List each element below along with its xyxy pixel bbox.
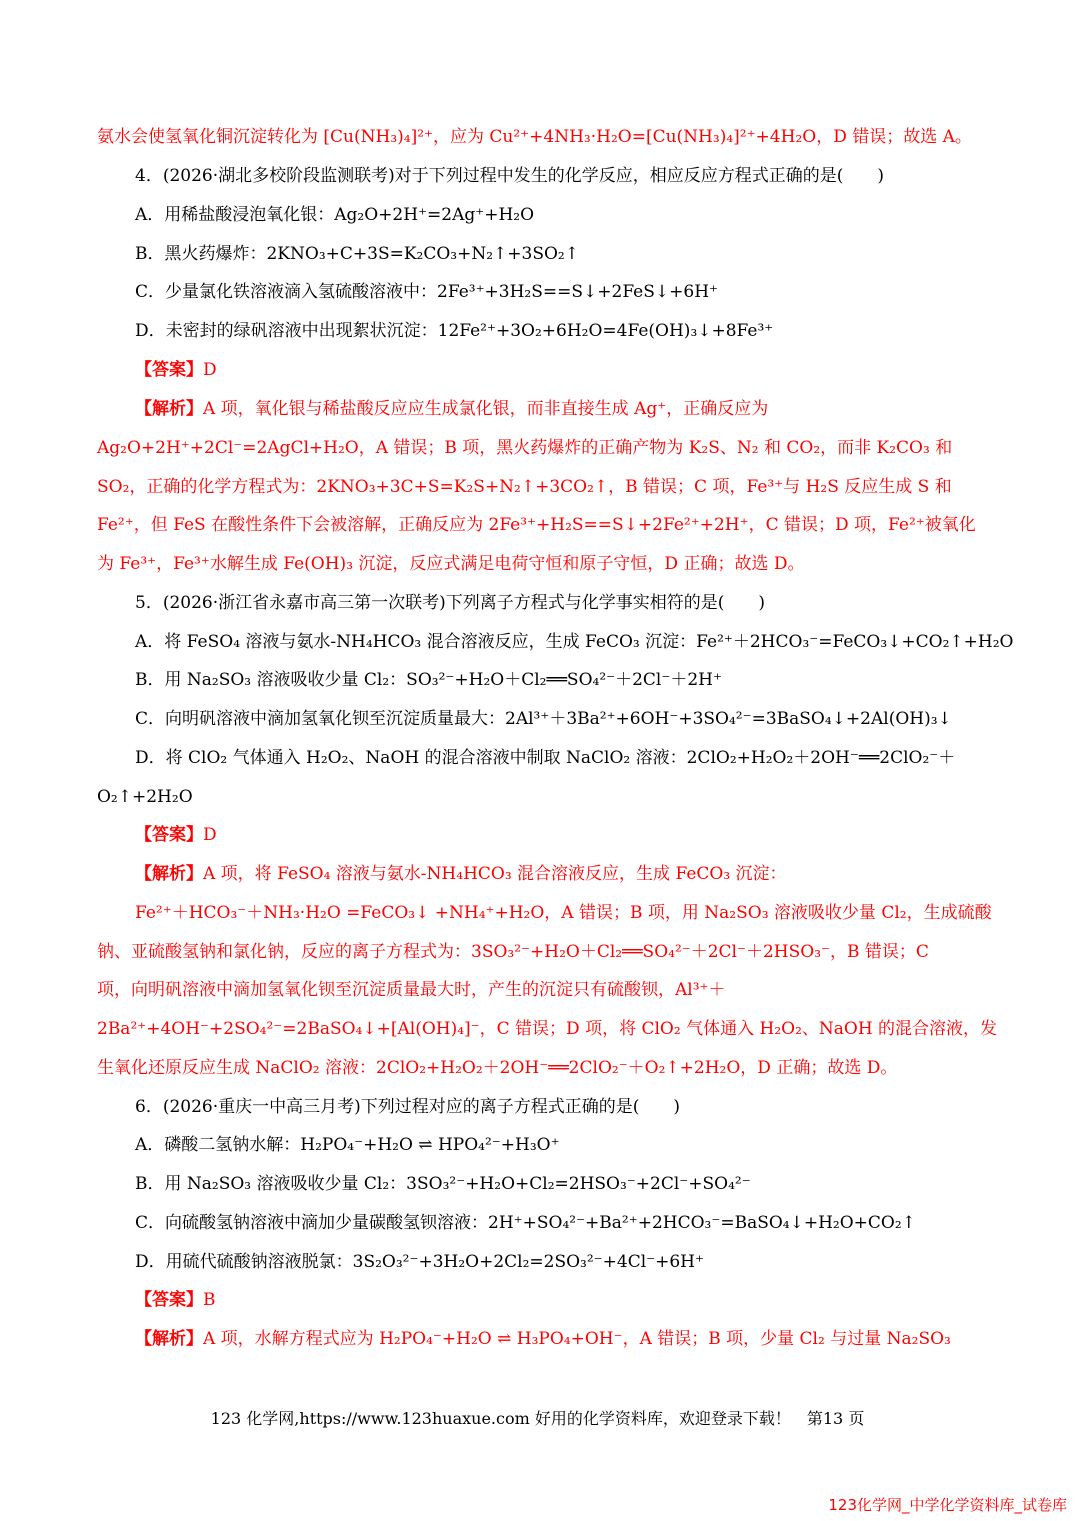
text-line bbox=[97, 126, 972, 148]
section-tag: 【解析】 bbox=[135, 399, 203, 419]
line-text: C．向明矾溶液中滴加氢氧化钡至沉淀质量最大：2Al³⁺＋3Ba²⁺+6OH⁻+3SO₄²⁻=3BaSO₄↓+2Al(OH)₃↓ bbox=[135, 709, 952, 729]
section-tag: 【解析】 bbox=[135, 864, 203, 884]
text-line bbox=[135, 1134, 560, 1156]
text-line bbox=[135, 204, 534, 226]
line-text: D bbox=[203, 360, 217, 380]
section-tag: 【解析】 bbox=[135, 1329, 203, 1349]
text-line bbox=[135, 398, 768, 420]
text-line bbox=[97, 437, 952, 459]
line-text: 5．(2026·浙江省永嘉市高三第一次联考)下列离子方程式与化学事实相符的是( ) bbox=[135, 593, 766, 613]
text-line bbox=[135, 243, 579, 265]
line-text: A．用稀盐酸浸泡氧化银：Ag₂O+2H⁺=2Ag⁺+H₂O bbox=[135, 205, 535, 225]
line-text: B．黑火药爆炸：2KNO₃+C+3S=K₂CO₃+N₂↑+3SO₂↑ bbox=[135, 244, 579, 264]
line-text: D．未密封的绿矾溶液中出现絮状沉淀：12Fe²⁺+3O₂+6H₂O=4Fe(OH)₃↓+8Fe³⁺ bbox=[135, 321, 774, 341]
text-line bbox=[135, 902, 992, 924]
text-line bbox=[97, 786, 193, 808]
page-footer: 123 化学网,https://www.123huaxue.com 好用的化学资料库，欢迎登录下载！ 第13 页 bbox=[210, 1409, 865, 1428]
line-text: B．用 Na₂SO₃ 溶液吸收少量 Cl₂：SO₃²⁻+H₂O＋Cl₂══SO₄²⁻＋2Cl⁻＋2H⁺ bbox=[135, 670, 722, 690]
watermark: 123化学网_中学化学资料库_试卷库 bbox=[828, 1496, 1067, 1514]
line-text: Fe²⁺，但 FeS 在酸性条件下会被溶解，正确反应为 2Fe³⁺+H₂S==S↓+2Fe²⁺+2H⁺，C 错误；D 项，Fe²⁺被氧化 bbox=[97, 515, 976, 535]
text-line bbox=[135, 708, 952, 730]
section-tag: 【答案】 bbox=[135, 825, 203, 845]
text-line bbox=[135, 669, 722, 691]
text-line bbox=[135, 1173, 751, 1195]
text-line bbox=[135, 631, 1013, 653]
text-line bbox=[135, 281, 718, 303]
line-text: 生氧化还原反应生成 NaClO₂ 溶液：2ClO₂+H₂O₂＋2OH⁻══2ClO₂⁻＋O₂↑+2H₂O，D 正确；故选 D。 bbox=[97, 1058, 898, 1078]
text-line bbox=[97, 1057, 897, 1079]
line-text: 2Ba²⁺+4OH⁻+2SO₄²⁻=2BaSO₄↓+[Al(OH)₄]⁻，C 错误；D 项，将 ClO₂ 气体通入 H₂O₂、NaOH 的混合溶液，发 bbox=[97, 1019, 998, 1039]
text-line bbox=[135, 824, 217, 846]
line-text: A 项，氧化银与稀盐酸反应应生成氯化银，而非直接生成 Ag⁺，正确反应为 bbox=[203, 399, 769, 419]
line-text: O₂↑+2H₂O bbox=[97, 787, 193, 807]
section-tag: 【答案】 bbox=[135, 360, 203, 380]
text-line bbox=[97, 941, 929, 963]
text-line bbox=[97, 476, 952, 498]
line-text: 为 Fe³⁺，Fe³⁺水解生成 Fe(OH)₃ 沉淀，反应式满足电荷守恒和原子守恒，D 正确；故选 D。 bbox=[97, 554, 805, 574]
text-line bbox=[135, 1328, 951, 1350]
line-text: B bbox=[203, 1290, 216, 1310]
line-text: A 项，水解方程式应为 H₂PO₄⁻+H₂O ⇌ H₃PO₄+OH⁻，A 错误；B 项，少量 Cl₂ 与过量 Na₂SO₃ bbox=[203, 1329, 951, 1349]
text-line bbox=[135, 1251, 704, 1273]
text-line bbox=[135, 359, 217, 381]
line-text: C．少量氯化铁溶液滴入氢硫酸溶液中：2Fe³⁺+3H₂S==S↓+2FeS↓+6H⁺ bbox=[135, 282, 718, 302]
line-text: Ag₂O+2H⁺+2Cl⁻=2AgCl+H₂O，A 错误；B 项，黑火药爆炸的正确产物为 K₂S、N₂ 和 CO₂，而非 K₂CO₃ 和 bbox=[97, 438, 953, 458]
text-line bbox=[135, 592, 765, 614]
text-line bbox=[135, 1096, 680, 1118]
line-text: A．将 FeSO₄ 溶液与氨水-NH₄HCO₃ 混合溶液反应，生成 FeCO₃ 沉淀：Fe²⁺＋2HCO₃⁻=FeCO₃↓+CO₂↑+H₂O bbox=[135, 632, 1014, 652]
line-text: 6．(2026·重庆一中高三月考)下列过程对应的离子方程式正确的是( ) bbox=[135, 1097, 681, 1117]
text-line bbox=[135, 165, 884, 187]
line-text: D．用硫代硫酸钠溶液脱氯：3S₂O₃²⁻+3H₂O+2Cl₂=2SO₃²⁻+4Cl⁻+6H⁺ bbox=[135, 1252, 704, 1272]
line-text: 钠、亚硫酸氢钠和氯化钠，反应的离子方程式为：3SO₃²⁻+H₂O＋Cl₂══SO₄²⁻＋2Cl⁻＋2HSO₃⁻，B 错误；C bbox=[97, 942, 929, 962]
text-line bbox=[135, 1289, 216, 1311]
line-text: Fe²⁺＋HCO₃⁻＋NH₃·H₂O =FeCO₃↓ +NH₄⁺+H₂O，A 错误；B 项，用 Na₂SO₃ 溶液吸收少量 Cl₂，生成硫酸 bbox=[135, 903, 992, 923]
text-line bbox=[135, 863, 787, 885]
line-text: SO₂，正确的化学方程式为：2KNO₃+3C+S=K₂S+N₂↑+3CO₂↑，B 错误；C 项，Fe³⁺与 H₂S 反应生成 S 和 bbox=[97, 477, 952, 497]
text-line bbox=[97, 514, 976, 536]
section-tag: 【答案】 bbox=[135, 1290, 203, 1310]
line-text: D bbox=[203, 825, 217, 845]
line-text: A 项，将 FeSO₄ 溶液与氨水-NH₄HCO₃ 混合溶液反应，生成 FeCO₃ 沉淀： bbox=[203, 864, 787, 884]
text-line bbox=[97, 979, 726, 1001]
line-text: 4．(2026·湖北多校阶段监测联考)对于下列过程中发生的化学反应，相应反应方程式正确的是( ) bbox=[135, 166, 885, 186]
text-line bbox=[135, 1212, 916, 1234]
line-text: B．用 Na₂SO₃ 溶液吸收少量 Cl₂：3SO₃²⁻+H₂O+Cl₂=2HSO₃⁻+2Cl⁻+SO₄²⁻ bbox=[135, 1174, 751, 1194]
text-line bbox=[135, 747, 955, 769]
line-text: 氨水会使氢氧化铜沉淀转化为 [Cu(NH₃)₄]²⁺，应为 Cu²⁺+4NH₃·H₂O=[Cu(NH₃)₄]²⁺+4H₂O，D 错误；故选 A。 bbox=[97, 127, 972, 147]
line-text: A．磷酸二氢钠水解：H₂PO₄⁻+H₂O ⇌ HPO₄²⁻+H₃O⁺ bbox=[135, 1135, 560, 1155]
text-line bbox=[97, 1018, 997, 1040]
text-line bbox=[135, 320, 773, 342]
line-text: 项，向明矾溶液中滴加氢氧化钡至沉淀质量最大时，产生的沉淀只有硫酸钡，Al³⁺＋ bbox=[97, 980, 726, 1000]
line-text: C．向硫酸氢钠溶液中滴加少量碳酸氢钡溶液：2H⁺+SO₄²⁻+Ba²⁺+2HCO₃⁻=BaSO₄↓+H₂O+CO₂↑ bbox=[135, 1213, 916, 1233]
line-text: D．将 ClO₂ 气体通入 H₂O₂、NaOH 的混合溶液中制取 NaClO₂ 溶液：2ClO₂+H₂O₂＋2OH⁻══2ClO₂⁻＋ bbox=[135, 748, 956, 768]
text-line bbox=[97, 553, 804, 575]
